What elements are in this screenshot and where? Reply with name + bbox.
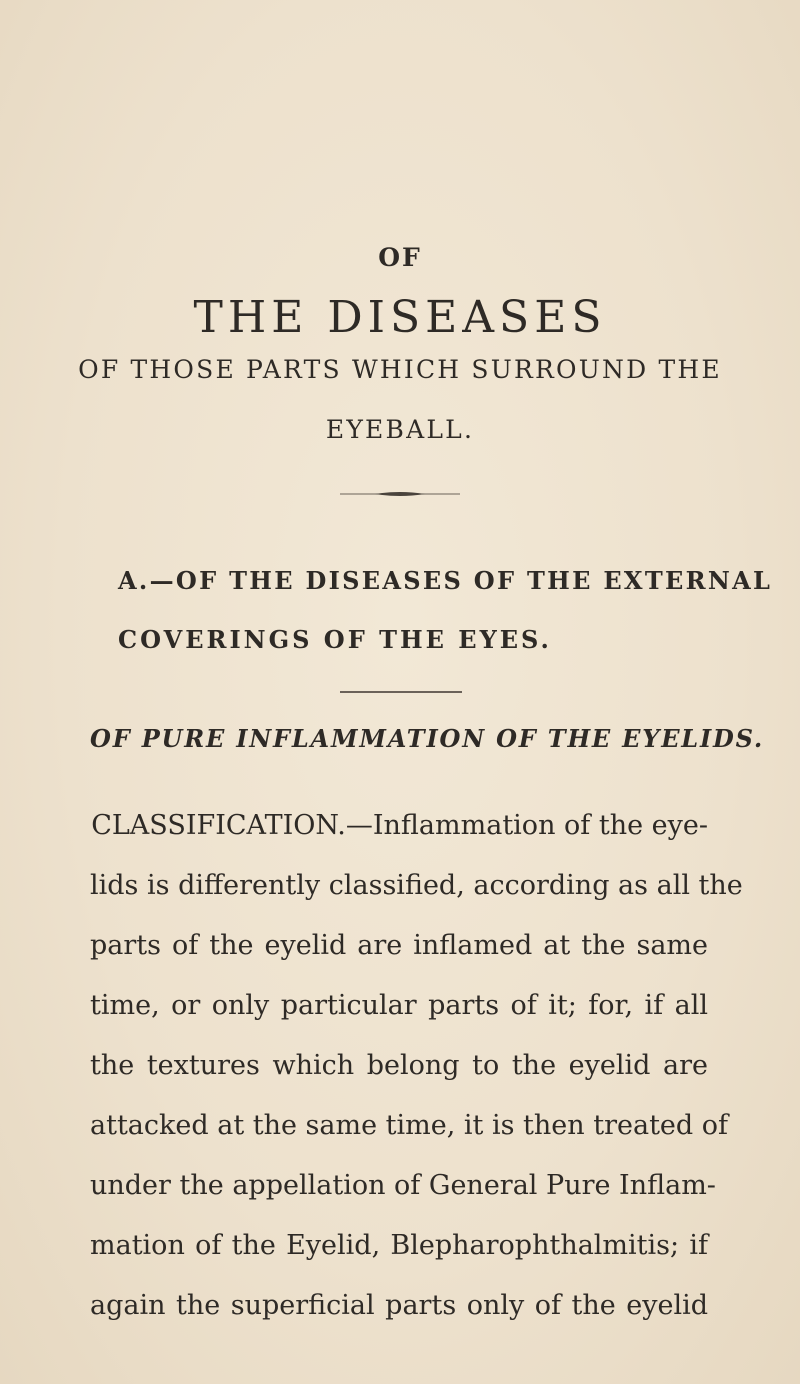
heading-of: OF [378,243,422,272]
subtitle-line-1: OF THOSE PARTS WHICH SURROUND THE [78,355,722,384]
section-heading-line-1: A.—OF THE DISEASES OF THE EXTERNAL [118,566,773,595]
subtitle-line-2: EYEBALL. [325,415,475,444]
body-line: under the appellation of General Pure Inflam- [90,1170,716,1201]
ornament-divider [340,490,460,498]
section-heading-line-2: COVERINGS OF THE EYES. [118,625,552,654]
chapter-subheading: OF PURE INFLAMMATION OF THE EYELIDS. [90,724,765,753]
body-line: attacked at the same time, it is then treated of [90,1110,729,1141]
body-line: the textures which belong to the eyelid are [90,1050,708,1081]
page-title: THE DISEASES [193,292,607,343]
horizontal-rule [340,691,462,693]
body-line: again the superficial parts only of the eyelid [90,1290,708,1321]
body-line: time, or only particular parts of it; for, if all [90,990,708,1021]
body-line: parts of the eyelid are inflamed at the same [90,930,708,961]
body-line: lids is differently classified, according as all the [90,870,743,901]
body-line: mation of the Eyelid, Blepharophthalmitis; if [90,1230,708,1261]
body-line: CLASSIFICATION.—Inflammation of the eye- [91,810,708,841]
body-paragraph [90,796,743,1336]
